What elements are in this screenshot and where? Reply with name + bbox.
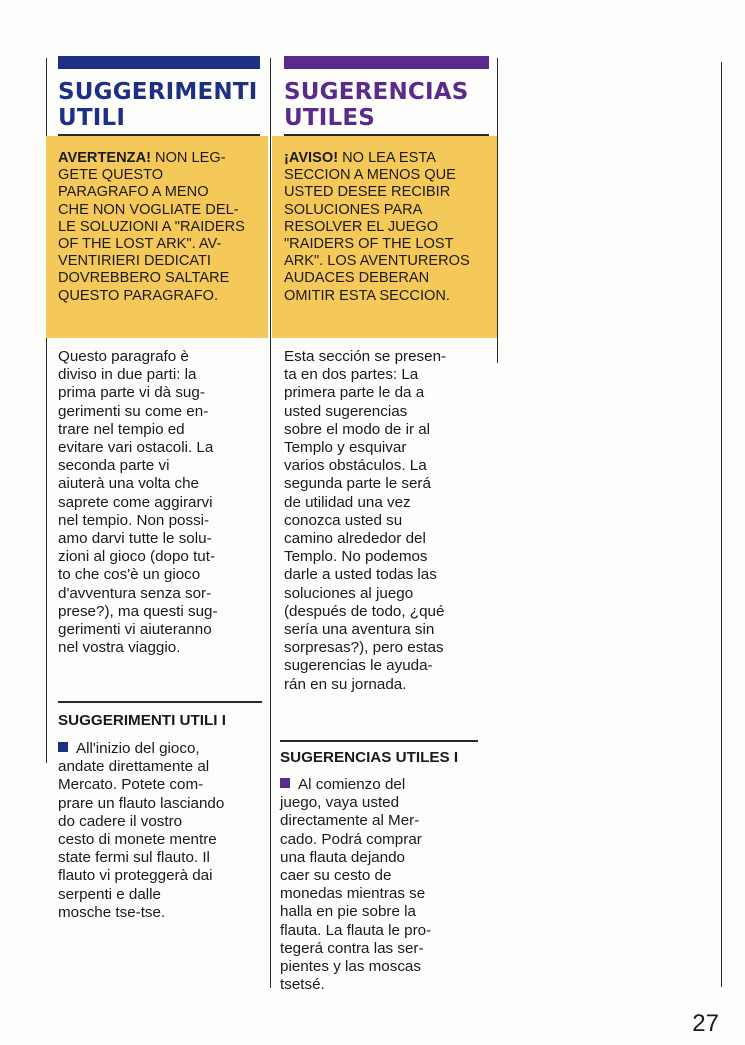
italian-column [46,56,268,657]
spanish-warning-box [272,136,497,338]
right-column-rule [497,58,498,363]
italian-hint-1 [58,740,268,922]
italian-warning-text: NON LEG- GETE QUESTO PARAGRAFO A MENO CHE NON VOGLIATE DEL- LE SOLUZIONI A "RAIDERS OF THE LOST ARK". AV- VENTIRIERI DEDICATI DOVREBBERO SALTARE QUESTO PARAGRAFO. [58,150,245,304]
italian-heading-line1: SUGGERIMENTI [58,79,258,105]
spanish-subheading: SUGERENCIAS UTILES I [280,749,459,766]
right-margin-rule [721,62,722,987]
spanish-heading-line1: SUGERENCIAS [284,79,469,105]
spanish-hint-1 [280,776,490,994]
bullet-square-icon [280,778,290,788]
italian-warning-box [46,136,268,338]
spanish-intro: Esta sección se presen- ta en dos partes: La primera parte le da a usted sugerencias sobre el modo de ir al Templo y esquivar varios obstáculos. La segunda parte le será de utilidad una vez conozca usted su camino alrededor del Templo. No podemos darle a usted todas las soluciones al juego (después de todo, ¿qué sería una aventura sin sorpresas?), pero estas sugerencias le ayuda- rán en su jornada. [284,348,447,693]
spanish-column [272,56,497,694]
bullet-square-icon [58,742,68,752]
spanish-warning-text: NO LEA ESTA SECCION A MENOS QUE USTED DESEE RECIBIR SOLUCIONES PARA RESOLVER EL JUEGO "RAIDERS OF THE LOST ARK". LOS AVENTUREROS AUDACES DEBERAN OMITIR ESTA SECCION. [284,150,470,304]
italian-color-bar [58,56,260,69]
spanish-color-bar [284,56,489,69]
italian-hint-1-text: All'inizio del gioco, andate direttamente al Mercato. Potete com- prare un flauto lasciando do cadere il vostro cesto di monete mentre state fermi sul flauto. Il flauto vi proteggerà dai serpenti e dalle mosche tse-tse. [58,740,225,921]
spanish-hint-1-text: Al comienzo del juego, vaya usted directamente al Mer- cado. Podrá comprar una flauta dejando caer su cesto de monedas mientras se halla en pie sobre la flauta. La flauta le pro- tegerá contra las ser- pientes y las moscas tsetsé. [280,776,432,994]
italian-intro: Questo paragrafo è diviso in due parti: la prima parte vi dà sug- gerimenti su come en- trare nel tempio ed evitare vari ostacoli. La seconda parte vi aiuterà una volta che saprete come aggirarvi nel tempio. Non possi- amo darvi tutte le solu- zioni al gioco (dopo tut- to che cos'è un gioco d'avventura senza sor- prese?), ma questi sug- gerimenti vi aiuteranno nel vostra viaggio. [58,348,218,657]
center-column-rule [270,58,271,988]
page-number: 27 [692,1010,719,1037]
spanish-warning-lead: ¡AVISO! [284,150,339,166]
spanish-heading-line2: UTILES [284,105,376,131]
italian-subheading: SUGGERIMENTI UTILI I [58,712,226,729]
italian-warning-lead: AVERTENZA! [58,150,151,166]
italian-heading-line2: UTILI [58,105,126,131]
italian-heading [46,69,268,134]
spanish-heading [272,69,497,134]
spanish-subheading-rule [280,740,478,742]
italian-subheading-rule [58,701,262,703]
